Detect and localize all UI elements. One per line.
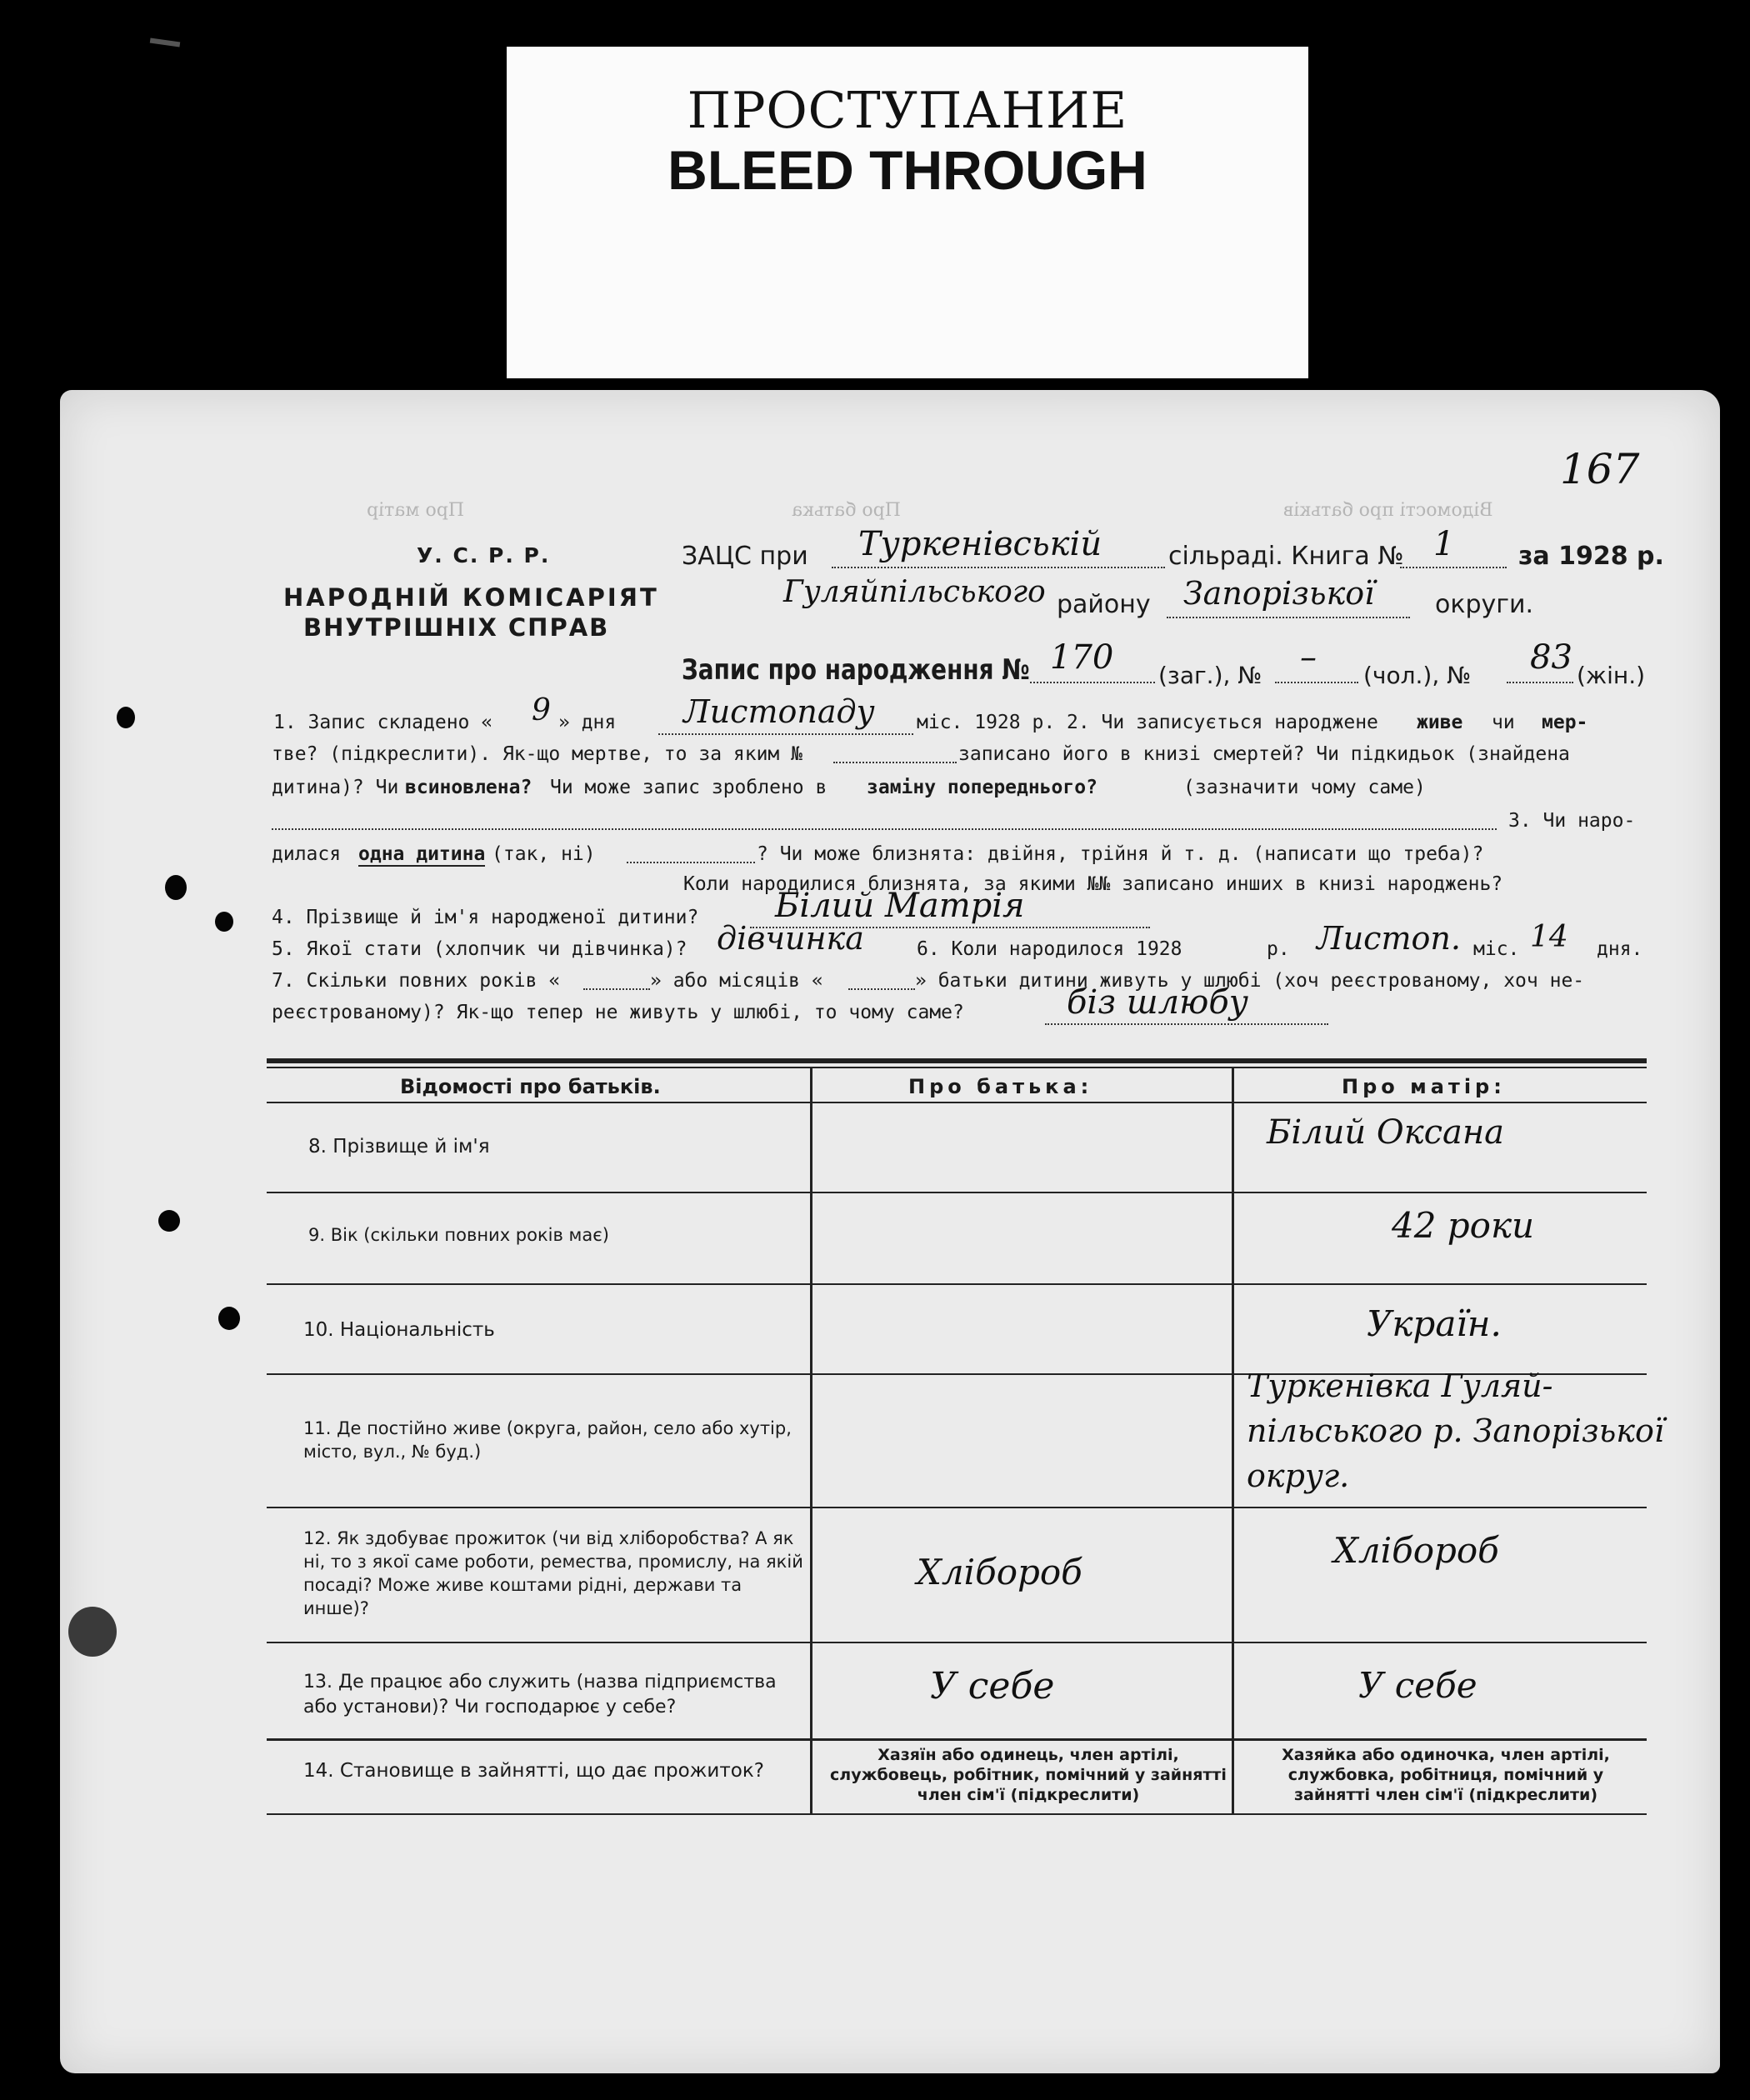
q3-answer-line: [272, 828, 1497, 830]
father-occupation-status: Хазяїн або одинець, член артілі, службовець, робітник, помічний у зайнятті член сім'ї (підкреслити): [830, 1746, 1227, 1804]
q7-label-d: реєстрованому)? Як-що тепер не живуть у шлюбі, то чому саме?: [272, 1002, 964, 1023]
q6-label: 6. Коли народилося 1928: [917, 938, 1182, 960]
row-label-name: 8. Прізвище й ім'я: [308, 1136, 490, 1158]
q1-month-line: [658, 733, 913, 735]
binding-hole: [218, 1307, 240, 1330]
q3-line-b: Чи може запис зроблено в: [550, 777, 828, 798]
q3-adopted: всиновлена?: [405, 777, 532, 798]
q3-one-child: одна дитина: [358, 843, 486, 865]
q3-question: 3. Чи наро-: [1508, 810, 1636, 832]
table-column-divider: [1232, 1067, 1234, 1815]
q3-twins-numbers: Коли народилися близнята, за якими №№ записано инших в книзі народжень?: [683, 873, 1503, 895]
mother-residence-value: Туркенівка Гуляй-пільського р. Запорізької округ.: [1247, 1368, 1664, 1494]
page-number: 167: [1560, 445, 1640, 493]
q1-day-suffix: » дня: [558, 712, 617, 733]
commissariat-line1: НАРОДНІЙ КОМІСАРІЯТ: [283, 583, 659, 612]
row-label-occupation-status: 14. Становище в зайнятті, що дає прожиток?: [303, 1760, 764, 1782]
record-no-male: –: [1300, 638, 1317, 677]
binding-hole: [215, 912, 233, 932]
q1-prefix: 1. Запис складено «: [273, 712, 493, 733]
q3-born-line: [627, 862, 755, 863]
raion-label: району: [1057, 590, 1151, 619]
record-zag-label: (заг.), №: [1158, 662, 1262, 689]
year-label: за 1928 р.: [1518, 542, 1664, 571]
q1-suffix: міс. 1928 р. 2. Чи записується народжене: [917, 712, 1378, 733]
binding-hole: [165, 875, 187, 900]
q6-day-value: 14: [1530, 920, 1568, 954]
table-bottom-rule: [267, 1813, 1647, 1815]
record-no-total-line: [1030, 682, 1155, 683]
q6-r: р.: [1267, 938, 1290, 960]
q1-day-value: 9: [532, 693, 551, 728]
bleed-ghost-text: Про батька: [792, 500, 901, 521]
table-row-rule: [267, 1642, 1647, 1643]
record-no-total: 170: [1050, 638, 1114, 677]
q3-twins: ? Чи може близнята: двійня, трійня й т. д. (написати що треба)?: [757, 843, 1484, 865]
village-council-line: [832, 567, 1165, 568]
q2-number-line: [833, 762, 957, 763]
q6-month-value: Листоп.: [1317, 920, 1461, 957]
table-row-rule: [267, 1102, 1647, 1103]
q3-line-c: (зазначити чому саме): [1183, 777, 1426, 798]
zags-prefix: ЗАЦС при: [682, 542, 808, 571]
table-column-divider: [810, 1067, 812, 1815]
okrug-value: Запорізької: [1183, 575, 1375, 612]
binding-hole: [158, 1210, 180, 1232]
row-label-nationality: 10. Національність: [303, 1319, 495, 1341]
table-header-mother: Про матір:: [1342, 1075, 1506, 1098]
q3-born-b: (так, ні): [492, 843, 596, 865]
book-number-value: 1: [1433, 525, 1455, 563]
q4-child-name: Білий Матрія: [775, 887, 1025, 925]
q6-mis: міс.: [1473, 938, 1520, 960]
district-value: Гуляйпільського: [783, 575, 1046, 609]
mother-workplace-value: У себе: [1358, 1665, 1478, 1706]
q2-line-b: записано його в книзі смертей? Чи підкидьок (знайдена: [958, 743, 1570, 765]
record-no-female: 83: [1530, 638, 1572, 677]
q5-sex-value: дівчинка: [717, 920, 864, 957]
okrug-label: округи.: [1435, 590, 1534, 619]
father-workplace-value: У себе: [930, 1665, 1055, 1708]
q1-or: чи: [1492, 712, 1515, 733]
table-row-rule: [267, 1283, 1647, 1285]
record-no-female-line: [1507, 682, 1573, 683]
father-livelihood-value: Хлібороб: [917, 1552, 1082, 1592]
commissariat-line2: ВНУТРІШНІХ СПРАВ: [303, 613, 610, 642]
label-russian: ПРОСТУПАНИЕ: [687, 82, 1128, 140]
village-council-value: Туркенівській: [858, 525, 1102, 563]
table-row-rule: [267, 1507, 1647, 1508]
q1-mer: мер-: [1542, 712, 1588, 733]
selradi-label: сільраді. Книга №: [1168, 542, 1404, 571]
q7-years-line: [583, 988, 650, 990]
label-english: BLEED THROUGH: [668, 139, 1148, 201]
q2-line: тве? (підкреслити). Як-що мертве, то за яким №: [272, 743, 802, 765]
record-no-male-line: [1275, 682, 1358, 683]
q5-label: 5. Якої стати (хлопчик чи дівчинка)?: [272, 938, 688, 960]
q7-label-b: » або місяців «: [650, 970, 823, 992]
book-number-line: [1400, 567, 1507, 568]
mother-occupation-status: Хазяйка або одиночка, член артілі, службовка, робітниця, помічний у зайнятті член сім'ї (підкреслити): [1282, 1746, 1610, 1804]
row-label-workplace: 13. Де працює або служить (назва підприємства або установи)? Чи господарює у себе?: [303, 1672, 777, 1718]
mother-livelihood-value: Хлібороб: [1333, 1530, 1499, 1571]
table-header-father: Про батька:: [908, 1075, 1093, 1098]
row-label-age: 9. Вік (скільки повних років має): [308, 1225, 609, 1245]
record-zhin-label: (жін.): [1577, 662, 1646, 689]
q4-label: 4. Прізвище й ім'я народженої дитини?: [272, 907, 699, 928]
q7-value: біз шлюбу: [1067, 983, 1248, 1022]
row-label-livelihood: 12. Як здобуває прожиток (чи від хліборобства? А як ні, то з якої саме роботи, ремества, промислу, на якій посаді? Може живе коштами рідні, держави та инше)?: [303, 1528, 803, 1618]
table-top-rule-thin: [267, 1067, 1647, 1068]
q3-line-a: дитина)? Чи: [272, 777, 399, 798]
mother-age-value: 42 роки: [1392, 1205, 1535, 1246]
bleed-through-label: [507, 47, 1308, 378]
row-label-residence: 11. Де постійно живе (округа, район, село або хутір, місто, вул., № буд.): [303, 1418, 792, 1462]
bleed-ghost-text: Про матір: [367, 500, 465, 521]
table-top-rule: [267, 1058, 1647, 1063]
q3-replace: заміну попереднього?: [867, 777, 1098, 798]
mother-nationality-value: Україн.: [1367, 1303, 1502, 1344]
q1-alive: живе: [1417, 712, 1463, 733]
record-chol-label: (чол.), №: [1363, 662, 1472, 689]
table-header-parents: Відомості про батьків.: [400, 1075, 661, 1098]
q7-label-a: 7. Скільки повних років «: [272, 970, 561, 992]
table-row-rule: [267, 1738, 1647, 1741]
usrr-header: У. С. Р. Р.: [417, 543, 551, 568]
mother-name-value: Білий Оксана: [1267, 1113, 1505, 1152]
q7-months-line: [848, 988, 915, 990]
q7-answer-line: [1045, 1023, 1328, 1025]
q6-dnya: дня.: [1597, 938, 1643, 960]
bleed-ghost-text: Відомості про батьків: [1283, 500, 1493, 521]
table-row-rule: [267, 1192, 1647, 1193]
q1-month-value: Листопаду: [683, 693, 875, 730]
q3-born-a: дилася: [272, 843, 342, 865]
okrug-line: [1167, 617, 1410, 618]
stain: [68, 1607, 117, 1657]
binding-hole: [117, 707, 135, 728]
scan-marker: [150, 38, 180, 48]
q7-label-c: » батьки дитини живуть у шлюбі (хоч реєстрованому, хоч не-: [915, 970, 1585, 992]
record-title: Запис про народження №: [682, 653, 1030, 687]
